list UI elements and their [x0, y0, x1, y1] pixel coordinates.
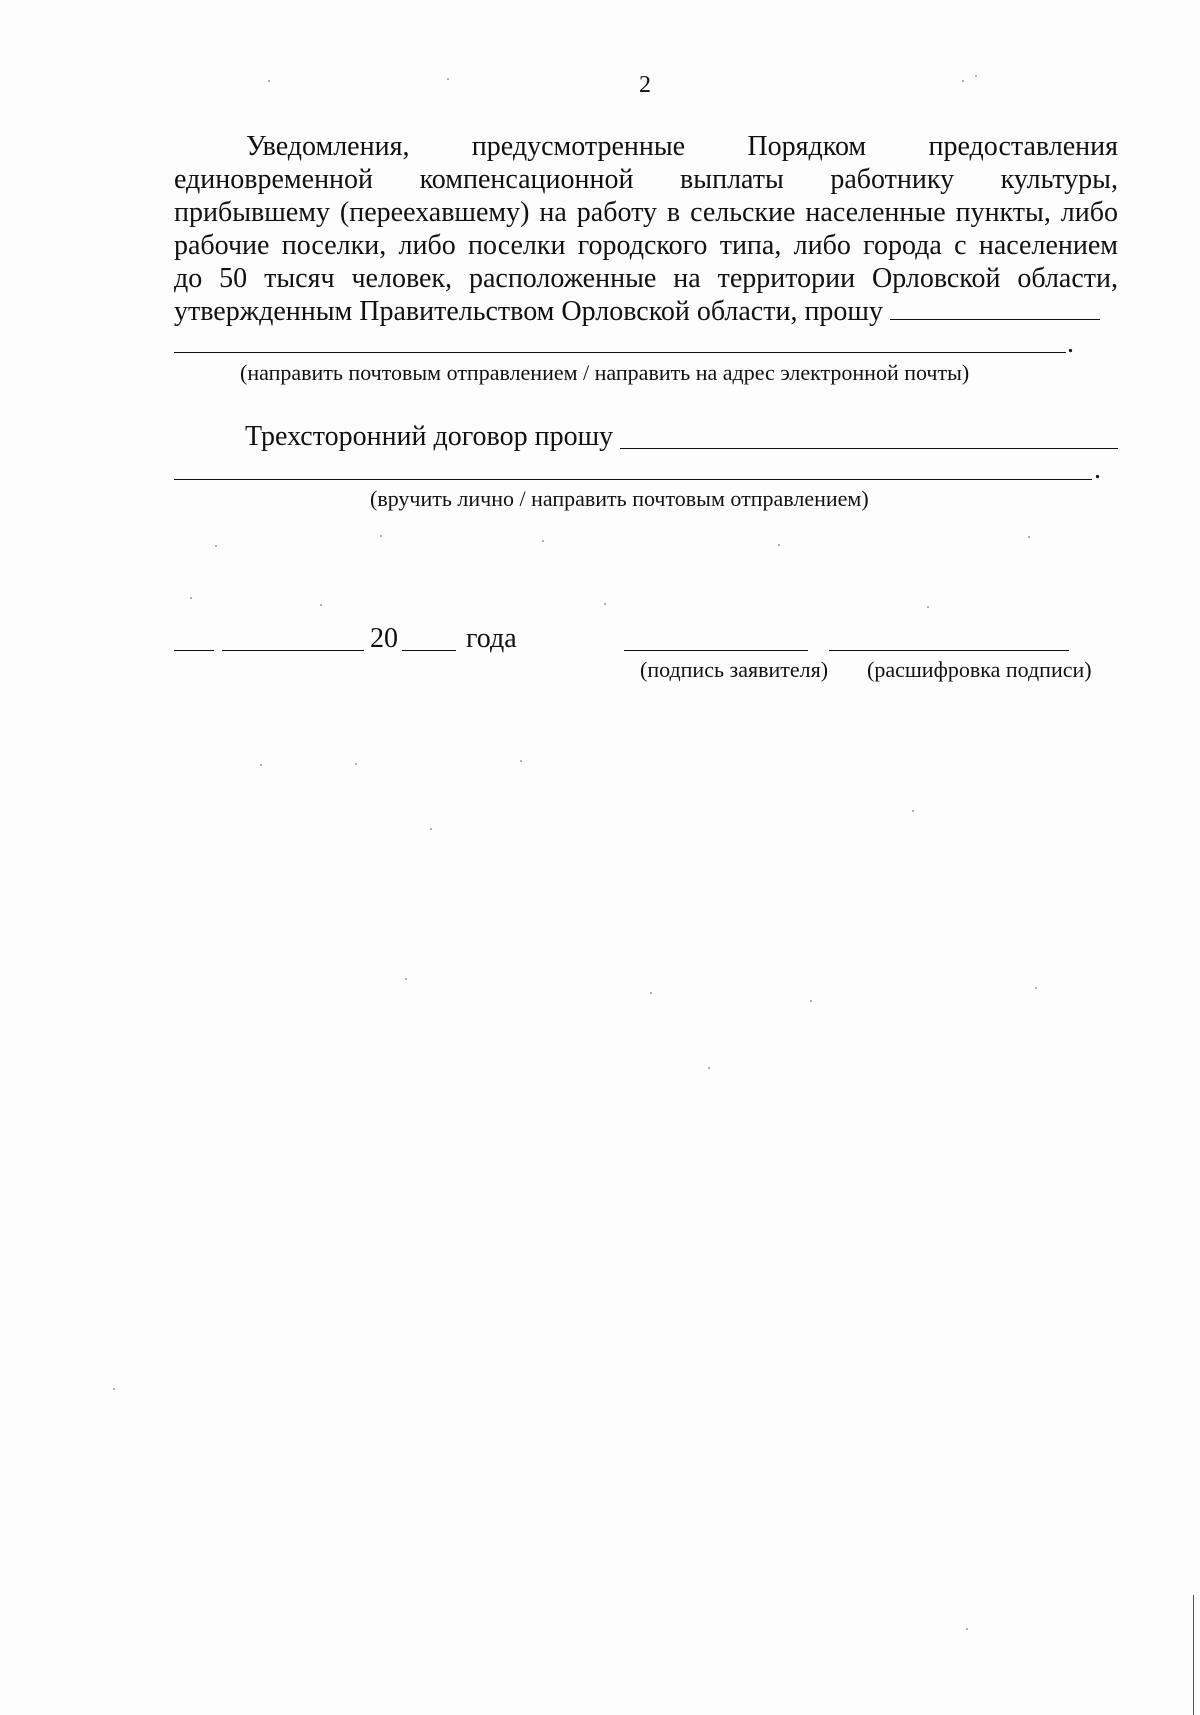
scan-speck [604, 603, 606, 605]
notification-line-4: рабочие поселки, либо поселки городского типа, либо города с населением [174, 230, 1118, 261]
applicant-signature-blank[interactable] [624, 650, 808, 651]
notification-request-blank[interactable] [890, 295, 1100, 320]
scan-speck [542, 540, 544, 542]
scan-speck [810, 1000, 812, 1002]
signature-decoding-blank[interactable] [829, 650, 1069, 651]
scan-speck [1028, 536, 1030, 538]
page-number: 2 [639, 72, 651, 98]
notification-method-blank[interactable] [174, 352, 1066, 353]
scan-speck [320, 604, 322, 606]
scan-speck [447, 78, 449, 80]
contract-caption: (вручить лично / направить почтовым отправлением) [370, 486, 869, 511]
notification-line-6 [174, 295, 1118, 328]
date-year-blank[interactable] [402, 650, 456, 651]
contract-request-blank[interactable] [620, 448, 1118, 449]
scan-speck [215, 545, 217, 547]
scan-speck [778, 544, 780, 546]
scan-speck [113, 1388, 115, 1390]
notification-line-6-text: утвержденным Правительством Орловской области, прошу [174, 296, 883, 327]
scan-speck [268, 80, 270, 82]
scan-speck [708, 1067, 710, 1069]
scan-speck [430, 828, 432, 830]
notification-line-5: до 50 тысяч человек, расположенные на территории Орловской области, [174, 263, 1118, 294]
date-month-blank[interactable] [222, 650, 364, 651]
notification-caption: (направить почтовым отправлением / направить на адрес электронной почты) [240, 360, 970, 385]
scan-speck [1035, 987, 1037, 989]
scan-speck [650, 992, 652, 994]
notification-line-1: Уведомления, предусмотренные Порядком предоставления [246, 131, 1118, 162]
scan-speck [912, 810, 914, 812]
contract-request-text: Трехсторонний договор прошу [245, 421, 614, 452]
notification-line-3: прибывшему (переехавшему) на работу в сельские населенные пункты, либо [174, 197, 1118, 228]
notification-line-2: единовременной компенсационной выплаты работнику культуры, [174, 164, 1118, 195]
scan-speck [962, 80, 964, 82]
scan-speck [975, 75, 977, 77]
notification-paragraph [174, 130, 1118, 328]
scan-margin-line [1193, 1595, 1194, 1715]
notification-end-mark: . [1067, 328, 1074, 359]
date-year-prefix: 20 [370, 623, 398, 654]
applicant-signature-caption: (подпись заявителя) [640, 657, 829, 682]
date-year-suffix: года [466, 623, 517, 654]
contract-method-blank[interactable] [174, 479, 1092, 480]
contract-end-mark: . [1094, 454, 1101, 485]
scan-speck [355, 763, 357, 765]
scan-speck [405, 978, 407, 980]
signature-decoding-caption: (расшифровка подписи) [867, 657, 1092, 682]
scan-speck [260, 764, 262, 766]
date-day-blank[interactable] [174, 650, 214, 651]
scan-speck [966, 1628, 968, 1630]
scan-speck [927, 606, 929, 608]
scan-speck [190, 597, 192, 599]
scan-speck [380, 535, 382, 537]
scan-speck [520, 760, 522, 762]
